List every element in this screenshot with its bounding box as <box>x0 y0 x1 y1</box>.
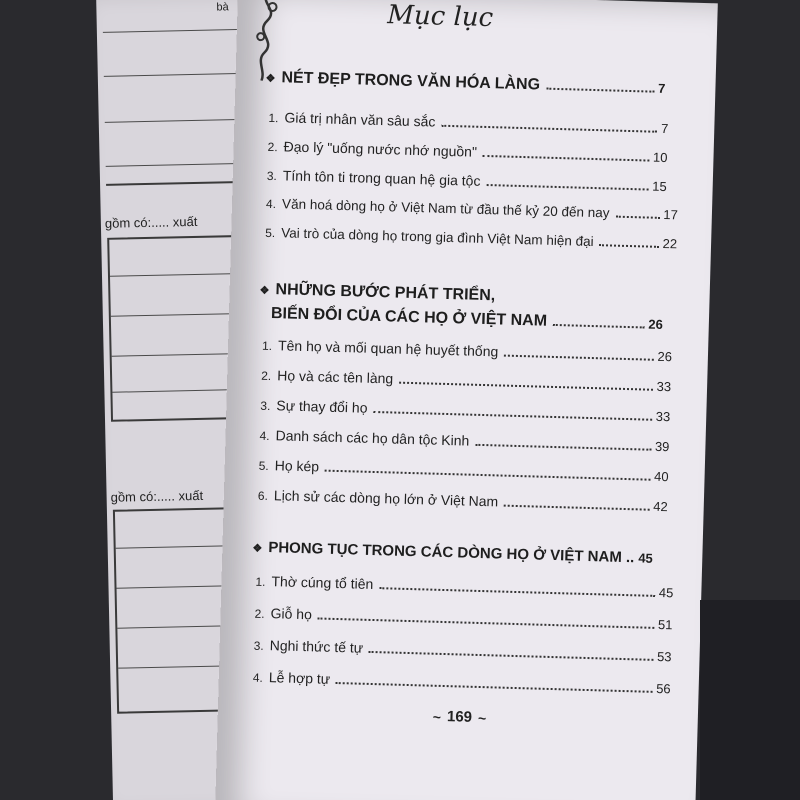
section-heading: ❖ NHỮNG BƯỚC PHÁT TRIỂN, <box>259 281 496 305</box>
toc-entry: 6. Lịch sử các dòng họ lớn ở Việt Nam 42 <box>257 487 668 515</box>
form-box-top <box>102 1 248 186</box>
page-footer <box>433 708 487 726</box>
toc-title: Mục lục <box>386 0 494 34</box>
diamond-bullet-icon: ❖ <box>259 284 270 297</box>
toc-entry: 2. Đạo lý "uống nước nhớ nguồn" 10 <box>267 138 668 166</box>
toc-page <box>215 0 718 800</box>
background-shadow <box>700 600 800 800</box>
toc-entry: 5. Họ kép 40 <box>258 457 669 485</box>
left-label-1: gồm có:..... xuất <box>104 213 198 231</box>
page-number: 169 <box>446 708 473 726</box>
footer-ornament-right-icon: ~ <box>477 709 487 726</box>
toc-entry: 1. Tên họ và mối quan hệ huyết thống 26 <box>261 337 673 365</box>
toc-entry: 2. Giỗ họ 51 <box>254 605 673 633</box>
toc-entry: 4. Văn hoá dòng họ ở Việt Nam từ đầu thế kỷ 20 đến nay 17 <box>265 196 679 223</box>
toc-entry: 3. Tính tôn ti trong quan hệ gia tộc 15 <box>266 167 667 195</box>
section-heading-line2: BIẾN ĐỔI CỦA CÁC HỌ Ở VIỆT NAM 26 <box>270 305 664 332</box>
left-label-top: bà <box>216 1 229 14</box>
toc-entry: 3. Nghi thức tế tự 53 <box>253 637 672 665</box>
toc-entry: 4. Danh sách các họ dân tộc Kinh 39 <box>259 427 670 455</box>
toc-entry: 3. Sự thay đổi họ 33 <box>260 397 671 425</box>
toc-entry: 2. Họ và các tên làng 33 <box>261 367 672 395</box>
section-heading: ❖ PHONG TỤC TRONG CÁC DÒNG HỌ Ở VIỆT NAM .. 45 <box>252 539 653 567</box>
footer-ornament-left-icon: ~ <box>432 708 442 725</box>
toc-entry: 5. Vai trò của dòng họ trong gia đình Việt Nam hiện đại 22 <box>265 225 678 252</box>
section-heading: ❖ NÉT ĐẸP TRONG VĂN HÓA LÀNG 7 <box>265 69 666 96</box>
toc-entry: 4. Lễ hợp tự 56 <box>252 669 671 697</box>
diamond-bullet-icon: ❖ <box>265 72 276 86</box>
diamond-bullet-icon: ❖ <box>252 542 263 555</box>
toc-entry: 1. Giá trị nhân văn sâu sắc 7 <box>268 109 669 137</box>
toc-entry: 1. Thờ cúng tổ tiên 45 <box>255 573 674 601</box>
left-label-2: gồm có:..... xuất <box>110 487 204 505</box>
